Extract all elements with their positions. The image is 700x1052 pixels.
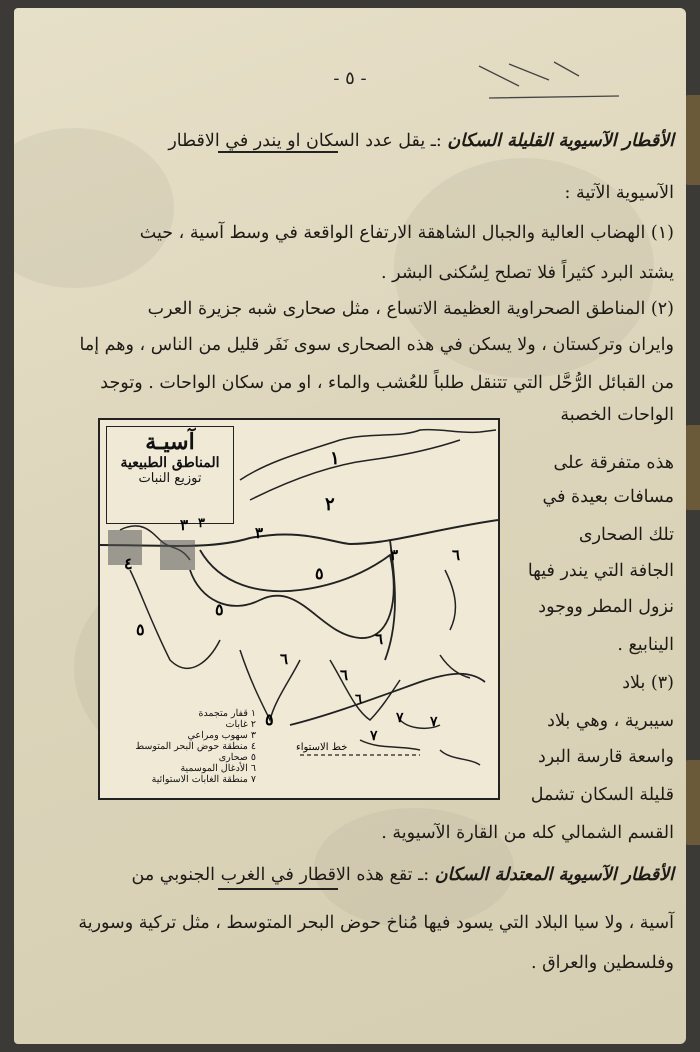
- region-number: ٦: [452, 546, 461, 564]
- legend-item: ٦ الأدغال الموسمية: [180, 763, 256, 774]
- item-2-line-2: وايران وتركستان ، ولا يسكن في هذه الصحارى سوى نَفَر قليل من الناس ، وهم إما: [79, 335, 674, 355]
- paragraph-2-line-3: وفلسطين والعراق .: [530, 953, 674, 973]
- region-number: ٥: [315, 564, 324, 583]
- region-number: ٦: [280, 650, 289, 668]
- legend-item: ٢ غابات: [225, 719, 256, 730]
- region-number: ٦: [375, 630, 384, 648]
- legend-item: ٤ منطقة حوض البحر المتوسط: [135, 741, 256, 752]
- region-number: ٧: [430, 714, 438, 730]
- paragraph-2-line-2: آسية ، ولا سيا البلاد التي يسود فيها مُناخ حوض البحر المتوسط ، مثل تركية وسورية: [78, 913, 674, 933]
- item-3-end: القسم الشمالي كله من القارة الآسيوية .: [381, 823, 674, 843]
- paragraph-1-line-2: الآسيوية الآتية :: [564, 183, 674, 203]
- map-title-box: [106, 426, 234, 524]
- region-number: ٧: [396, 710, 404, 726]
- region-number: ٣: [255, 524, 264, 542]
- region-number: ١: [330, 448, 340, 469]
- map-legend: [106, 708, 256, 785]
- side-line-1: هذه متفرقة على: [553, 453, 674, 473]
- region-number: ٥: [265, 710, 274, 729]
- legend-item: ١ قفار متجمدة: [198, 708, 256, 719]
- equator-label: خط الاستواء: [296, 742, 348, 753]
- item-2-line-3: من القبائل الرُّحَّل التي تتنقل طلباً للعُشب والماء ، او من سكان الواحات . وتوجد: [100, 373, 674, 393]
- section-heading-moderate: الأقطار الآسيوية المعتدلة السكان: [434, 865, 674, 885]
- side-line-10: قليلة السكان تشمل: [530, 785, 674, 805]
- region-number: ٥: [136, 620, 145, 639]
- legend-item: ٧ منطقة الغابات الاستوائية: [151, 774, 256, 785]
- legend-item: ٣ سهوب ومراعي: [187, 730, 256, 741]
- page-number: - ٥ -: [333, 68, 367, 89]
- side-line-9: واسعة قارسة البرد: [537, 747, 674, 767]
- item-2-line-4: الواحات الخصبة: [560, 405, 674, 425]
- binding-tab: [686, 425, 700, 510]
- item-1-line-1: (١) الهضاب العالية والجبال الشاهقة الارتفاع الواقعة في وسط آسية ، حيث: [139, 223, 674, 243]
- region-number: ٧: [370, 728, 378, 744]
- section-heading-sparse: الأقطار الآسيوية القليلة السكان: [447, 131, 674, 151]
- legend-item: ٥ صحارى: [218, 752, 256, 763]
- region-number: ٦: [340, 666, 349, 684]
- side-line-6: الينابيع .: [617, 635, 674, 655]
- side-line-7: (٣) بلاد: [622, 673, 674, 693]
- book-page: [14, 8, 686, 1044]
- side-line-3: تلك الصحارى: [578, 525, 674, 545]
- map-subtitle: المناطق الطبيعية: [120, 455, 220, 471]
- region-number: ٣: [198, 516, 205, 531]
- asia-vegetation-map: [98, 418, 500, 800]
- side-line-5: نزول المطر ووجود: [538, 597, 674, 617]
- side-line-2: مسافات بعيدة في: [542, 487, 674, 507]
- binding-tab: [686, 95, 700, 185]
- paragraph-2-line-1: الأقطار الآسيوية المعتدلة السكان :ـ تقع هذه الاقطار في الغرب الجنوبي من: [131, 865, 674, 885]
- item-2-line-1: (٢) المناطق الصحراوية العظيمة الاتساع ، مثل صحارى شبه جزيرة العرب: [147, 299, 674, 319]
- map-title: آسيـة: [145, 429, 195, 455]
- item-1-line-2: يشتد البرد كثيراً فلا تصلح لِسُكنى البشر .: [381, 263, 674, 283]
- heading-underline-2: [218, 888, 338, 890]
- side-line-4: الجافة التي يندر فيها: [527, 561, 674, 581]
- side-line-8: سيبرية ، وهي بلاد: [547, 711, 674, 731]
- region-number: ٣: [180, 516, 189, 534]
- map-subtitle-2: توزيع النبات: [138, 471, 202, 486]
- heading-underline: [218, 151, 338, 153]
- region-number: ٤: [124, 554, 133, 573]
- binding-tab: [686, 760, 700, 845]
- region-number: ٦: [355, 692, 362, 707]
- paragraph-1-line-1: الأقطار الآسيوية القليلة السكان :ـ يقل عدد السكان او يندر في الاقطار: [168, 131, 674, 151]
- region-number: ٢: [325, 494, 335, 515]
- region-number: ٥: [215, 600, 224, 619]
- region-number: ٣: [390, 546, 399, 564]
